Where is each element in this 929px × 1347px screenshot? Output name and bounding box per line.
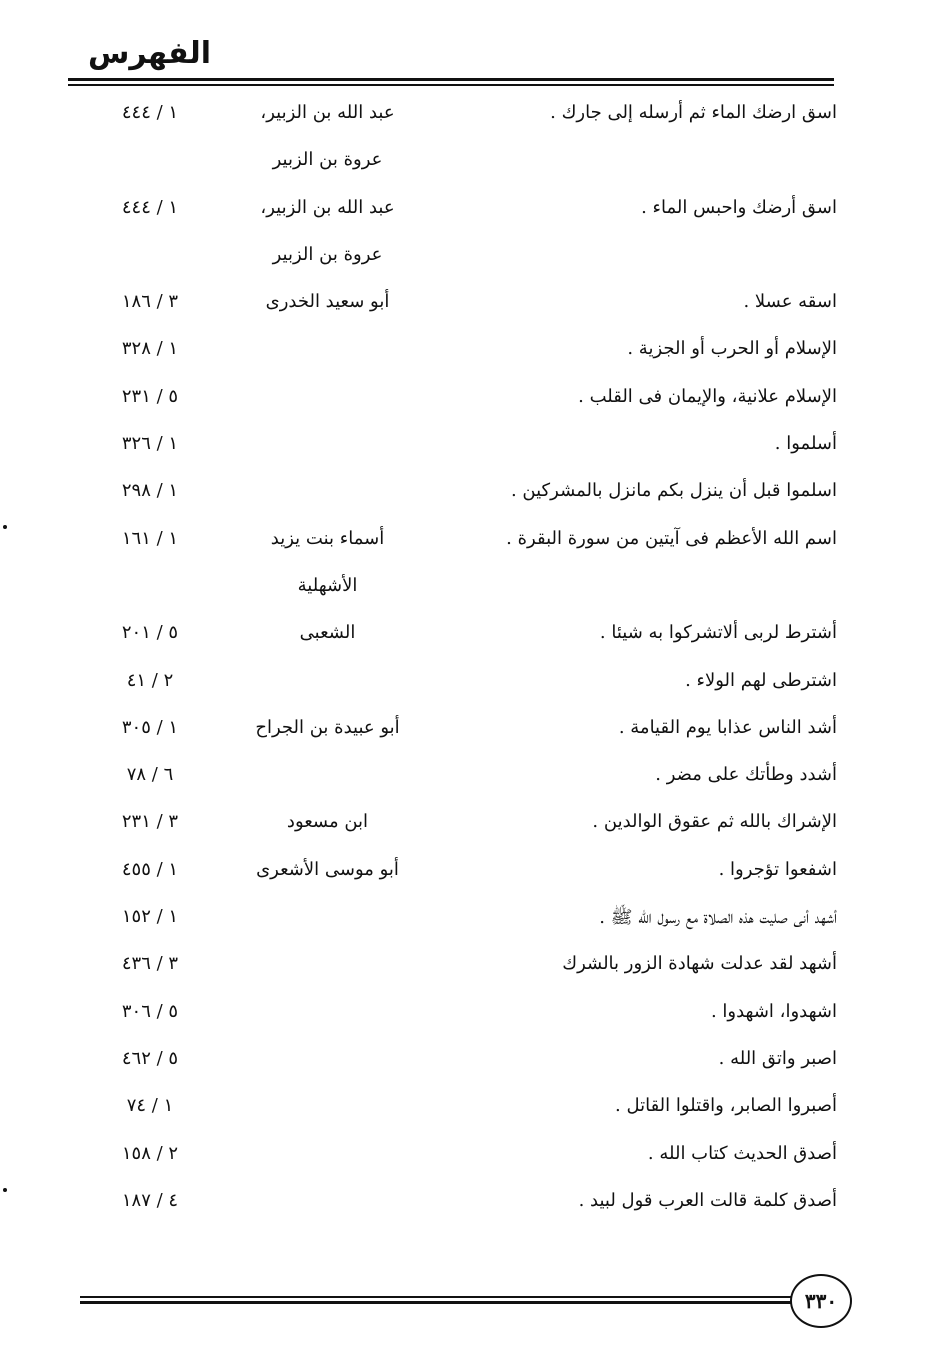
index-row: [0, 423, 929, 470]
header-rule-thin: [68, 84, 834, 86]
entry-text: الإسلام أو الحرب أو الجزية .: [627, 338, 837, 360]
entry-reference: ٣ / ٢٣١: [121, 811, 179, 833]
entry-text: اسقه عسلا .: [743, 291, 837, 313]
entry-reference: ٤ / ١٨٧: [121, 1189, 179, 1211]
entry-text: أشد الناس عذابا يوم القيامة .: [618, 716, 837, 738]
entry-narrator: أسماء بنت يزيد: [270, 527, 385, 549]
index-row: [0, 518, 929, 565]
entry-reference: ٣ / ٤٣٦: [121, 953, 179, 975]
index-row: [0, 1038, 929, 1085]
entry-reference: ٥ / ٢٣١: [121, 385, 179, 407]
index-row: [0, 612, 929, 659]
entry-reference: ١ / ٣٢٦: [121, 433, 179, 455]
entry-text: أشترط لربى ألاتشركوا به شيئا .: [599, 622, 837, 644]
index-row: [0, 801, 929, 848]
index-row: [0, 92, 929, 139]
index-row: [0, 896, 929, 943]
entry-narrator: أبو عبيدة بن الجراح: [255, 716, 400, 738]
entry-narrator: أبو موسى الأشعرى: [256, 858, 399, 880]
entry-text: اسم الله الأعظم فى آيتين من سورة البقرة .: [506, 527, 837, 549]
index-row: [0, 376, 929, 423]
margin-mark: [3, 1188, 7, 1192]
entry-reference: ١ / ٣٢٨: [121, 338, 179, 360]
footer-rule-thin: [80, 1296, 792, 1298]
index-row: [0, 328, 929, 375]
entry-narrator: عبد الله بن الزبير،: [260, 102, 395, 123]
entry-text: أسلموا .: [774, 433, 837, 455]
entry-text: أصدق كلمة قالت العرب قول لبيد .: [578, 1189, 837, 1211]
entry-narrator: الشعبى: [299, 622, 356, 644]
entry-reference: ١ / ٢٩٨: [121, 480, 179, 502]
entry-reference: ١ / ٤٤٤: [121, 196, 179, 218]
entry-reference: ١ / ١٦١: [121, 527, 179, 549]
entry-reference: ٥ / ٢٠١: [121, 622, 179, 644]
entry-text: اشفعوا تؤجروا .: [718, 858, 837, 880]
entry-narrator: عبد الله بن الزبير،: [260, 196, 395, 218]
entry-text: اسق ارضك الماء ثم أرسله إلى جارك .: [550, 102, 837, 123]
entry-text: أصبروا الصابر، واقتلوا القاتل .: [615, 1095, 837, 1117]
page-title: الفهرس: [88, 36, 212, 71]
entry-reference: ١ / ٤٤٤: [121, 102, 179, 123]
page-number: ٣٣٠: [790, 1274, 852, 1328]
entry-narrator: ابن مسعود: [286, 811, 369, 833]
index-row: [0, 660, 929, 707]
entry-narrator: الأشهلية: [297, 574, 358, 596]
entry-text: أشدد وطأتك على مضر .: [655, 764, 837, 786]
entry-reference: ٢ / ١٥٨: [121, 1142, 179, 1164]
index-row: [0, 754, 929, 801]
entry-reference: ١ / ٣٠٥: [121, 716, 179, 738]
index-entries: [0, 92, 929, 1227]
index-row: [0, 565, 929, 612]
entry-reference: ١ / ٧٤: [126, 1095, 174, 1117]
index-row: [0, 849, 929, 896]
index-row: [0, 1085, 929, 1132]
footer-rule-thick: [80, 1301, 792, 1304]
entry-text: اشهدوا، اشهدوا .: [710, 1000, 837, 1022]
entry-text: أشهد لقد عدلت شهادة الزور بالشرك: [562, 953, 837, 975]
entry-text: اسلموا قبل أن ينزل بكم مانزل بالمشركين .: [510, 480, 837, 502]
entry-reference: ١ / ١٥٢: [121, 906, 179, 928]
index-row: [0, 707, 929, 754]
index-row: [0, 1133, 929, 1180]
index-row: [0, 281, 929, 328]
entry-text: الإسلام علانية، والإيمان فى القلب .: [578, 385, 837, 407]
entry-reference: ٣ / ١٨٦: [121, 291, 179, 313]
entry-reference: ٥ / ٤٦٢: [121, 1047, 179, 1069]
entry-text: أصدق الحديث كتاب الله .: [647, 1142, 837, 1164]
index-row: [0, 470, 929, 517]
entry-text: الإشراك بالله ثم عقوق الوالدين .: [592, 811, 837, 833]
index-row: [0, 991, 929, 1038]
index-row: [0, 1180, 929, 1227]
entry-text: أشهد أنى صليت هذه الصلاة مع رسول الله ﷺ .: [599, 907, 837, 929]
margin-mark: [3, 525, 7, 529]
index-row: [0, 139, 929, 186]
entry-reference: ٢ / ٤١: [126, 669, 174, 691]
entry-text: اصبر واتق الله .: [718, 1047, 837, 1069]
index-row: [0, 187, 929, 234]
entry-narrator: عروة بن الزبير: [272, 243, 383, 265]
entry-reference: ٦ / ٧٨: [126, 764, 174, 786]
header-rule-thick: [68, 78, 834, 81]
entry-reference: ٥ / ٣٠٦: [121, 1000, 179, 1022]
index-row: [0, 234, 929, 281]
entry-narrator: عروة بن الزبير: [272, 149, 383, 171]
entry-narrator: أبو سعيد الخدرى: [265, 291, 390, 313]
entry-reference: ١ / ٤٥٥: [121, 858, 179, 880]
entry-text: اشترطى لهم الولاء .: [685, 669, 837, 691]
entry-text: اسق أرضك واحبس الماء .: [641, 196, 837, 218]
index-row: [0, 943, 929, 990]
